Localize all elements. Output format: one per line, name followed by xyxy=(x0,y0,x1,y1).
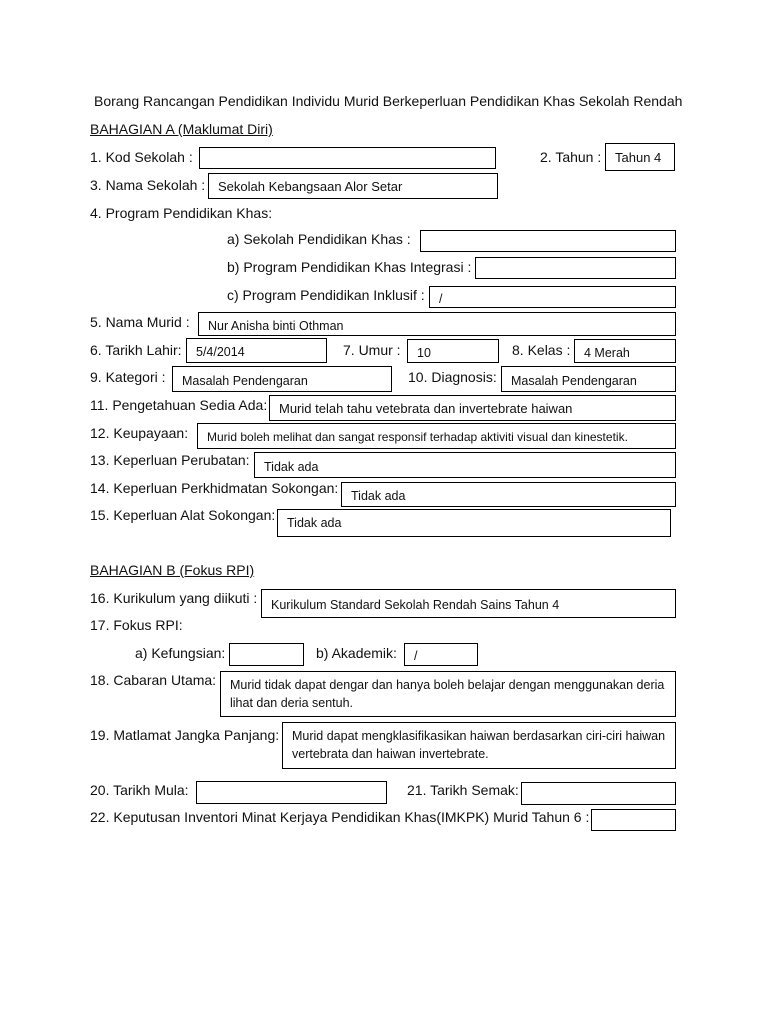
kategori-label: 9. Kategori : xyxy=(90,369,166,385)
kelas-field[interactable]: 4 Merah xyxy=(574,339,676,363)
kurikulum-field[interactable]: Kurikulum Standard Sekolah Rendah Sains Tahun 4 xyxy=(261,589,676,618)
alat-field[interactable]: Tidak ada xyxy=(277,509,671,537)
perkhidmatan-label: 14. Keperluan Perkhidmatan Sokongan: xyxy=(90,480,339,496)
imkpk-field[interactable] xyxy=(591,809,676,831)
perkhidmatan-field[interactable]: Tidak ada xyxy=(341,482,676,507)
akademik-label: b) Akademik: xyxy=(316,645,397,661)
nama-sekolah-field[interactable]: Sekolah Kebangsaan Alor Setar xyxy=(208,173,498,199)
umur-label: 7. Umur : xyxy=(343,342,401,358)
matlamat-field[interactable]: Murid dapat mengklasifikasikan haiwan berdasarkan ciri-ciri haiwan vertebrata dan haiwan invertebrate. xyxy=(282,722,676,769)
matlamat-label: 19. Matlamat Jangka Panjang: xyxy=(90,727,280,743)
alat-label: 15. Keperluan Alat Sokongan: xyxy=(90,507,276,523)
tahun-label: 2. Tahun : xyxy=(540,149,602,165)
kelas-label: 8. Kelas : xyxy=(512,342,571,358)
tarikh-semak-field[interactable] xyxy=(521,782,676,805)
prog-b-field[interactable] xyxy=(475,257,676,279)
fokus-label: 17. Fokus RPI: xyxy=(90,617,183,633)
perubatan-field[interactable]: Tidak ada xyxy=(254,452,676,478)
kategori-field[interactable]: Masalah Pendengaran xyxy=(172,366,392,392)
diagnosis-label: 10. Diagnosis: xyxy=(408,369,497,385)
program-label: 4. Program Pendidikan Khas: xyxy=(90,205,273,221)
prog-c-label: c) Program Pendidikan Inklusif : xyxy=(227,287,425,303)
prog-b-label: b) Program Pendidikan Khas Integrasi : xyxy=(227,259,472,275)
keupayaan-label: 12. Keupayaan: xyxy=(90,425,189,441)
perubatan-label: 13. Keperluan Perubatan: xyxy=(90,452,250,468)
tarikh-mula-field[interactable] xyxy=(196,781,387,804)
pengetahuan-field[interactable]: Murid telah tahu vetebrata dan invertebrate haiwan xyxy=(269,395,676,421)
tarikh-semak-label: 21. Tarikh Semak: xyxy=(407,782,519,798)
prog-c-field[interactable]: / xyxy=(429,286,676,308)
tarikh-lahir-label: 6. Tarikh Lahir: xyxy=(90,342,182,358)
imkpk-label: 22. Keputusan Inventori Minat Kerjaya Pendidikan Khas(IMKPK) Murid Tahun 6 : xyxy=(90,809,590,825)
nama-murid-label: 5. Nama Murid : xyxy=(90,314,190,330)
cabaran-label: 18. Cabaran Utama: xyxy=(90,672,217,688)
umur-field[interactable]: 10 xyxy=(407,339,499,363)
cabaran-field[interactable]: Murid tidak dapat dengar dan hanya boleh belajar dengan menggunakan deria lihat dan deria sentuh. xyxy=(220,671,676,717)
nama-sekolah-label: 3. Nama Sekolah : xyxy=(90,177,206,193)
section-b-heading: BAHAGIAN B (Fokus RPI) xyxy=(90,562,255,578)
nama-murid-field[interactable]: Nur Anisha binti Othman xyxy=(198,312,676,336)
kurikulum-label: 16. Kurikulum yang diikuti : xyxy=(90,590,258,606)
kod-sekolah-label: 1. Kod Sekolah : xyxy=(90,149,193,165)
pengetahuan-label: 11. Pengetahuan Sedia Ada: xyxy=(90,397,268,413)
akademik-field[interactable]: / xyxy=(404,643,478,666)
kod-sekolah-field[interactable] xyxy=(199,147,496,169)
kefungsian-label: a) Kefungsian: xyxy=(135,645,226,661)
section-a-heading: BAHAGIAN A (Maklumat Diri) xyxy=(90,121,273,137)
form-title: Borang Rancangan Pendidikan Individu Murid Berkeperluan Pendidikan Khas Sekolah Rendah xyxy=(94,93,683,109)
kefungsian-field[interactable] xyxy=(229,643,304,666)
prog-a-label: a) Sekolah Pendidikan Khas : xyxy=(227,231,411,247)
diagnosis-field[interactable]: Masalah Pendengaran xyxy=(501,366,676,392)
tarikh-mula-label: 20. Tarikh Mula: xyxy=(90,782,189,798)
tahun-field[interactable]: Tahun 4 xyxy=(605,143,675,171)
prog-a-field[interactable] xyxy=(420,230,676,252)
keupayaan-field[interactable]: Murid boleh melihat dan sangat responsif terhadap aktiviti visual dan kinestetik. xyxy=(197,423,676,449)
tarikh-lahir-field[interactable]: 5/4/2014 xyxy=(186,338,327,363)
